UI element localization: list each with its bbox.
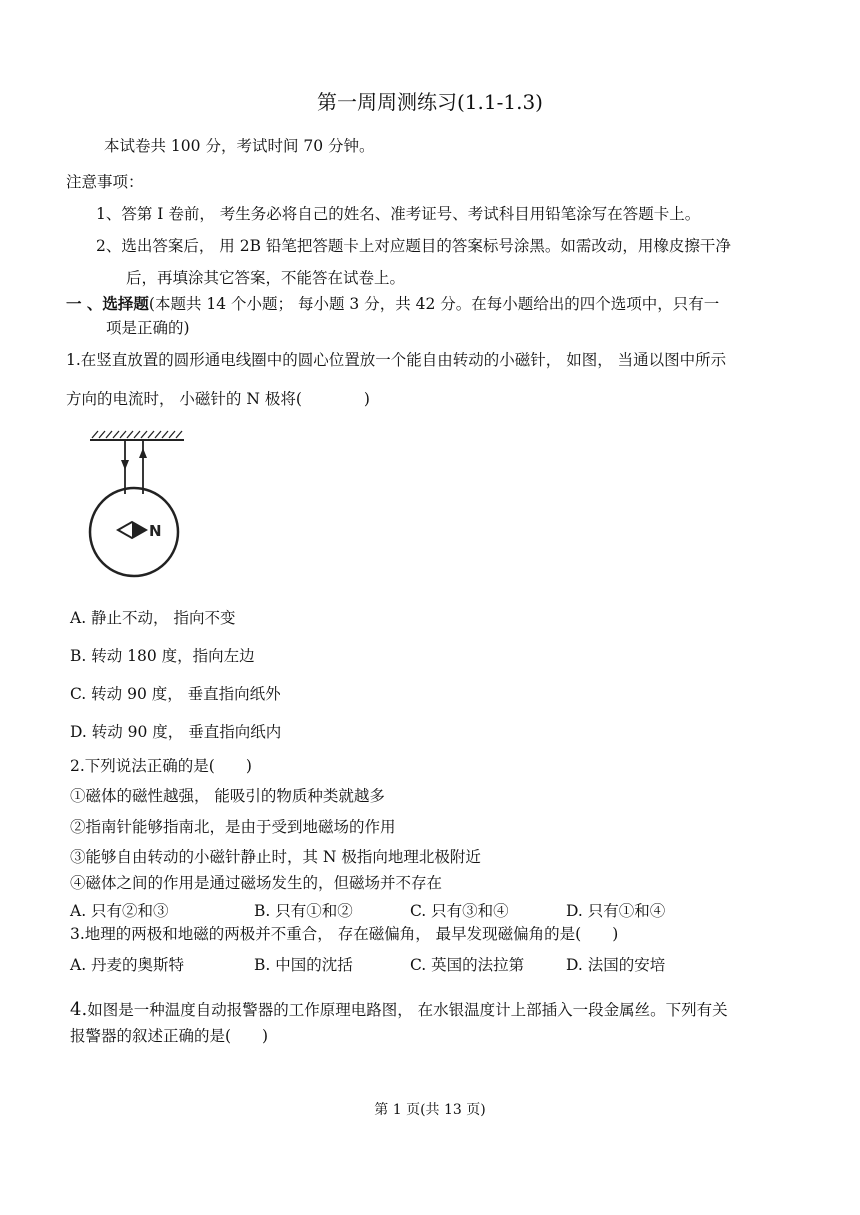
question-1-stem: 1.在竖直放置的圆形通电线圈中的圆心位置放一个能自由转动的小磁针， 如图， 当通以图中所示 [66,351,727,369]
question-3-stem: 3.地理的两极和地磁的两极并不重合， 存在磁偏角， 最早发现磁偏角的是( ) [70,925,619,943]
question-2-option-c: C. 只有③和④ [410,902,509,920]
page-title: 第一周周测练习(1.1-1.3) [317,90,543,114]
section-title: 选择题 [102,294,149,313]
current-down-arrow-icon [121,460,129,470]
question-3-option-c: C. 英国的法拉第 [410,956,525,974]
question-3-option-d: D. 法国的安培 [566,956,666,974]
question-2-statement-2: ②指南针能够指南北，是由于受到地磁场的作用 [70,818,396,836]
question-2-stem: 2.下列说法正确的是( ) [70,757,252,775]
question-1-option-b: B. 转动 180 度，指向左边 [70,647,255,665]
question-4-text: 如图是一种温度自动报警器的工作原理电路图， 在水银温度计上部插入一段金属丝。下列有关 [87,1001,728,1019]
lead-wires [125,440,143,494]
question-2-options [70,899,665,921]
question-4-stem [70,998,728,1020]
notice-item-1: 1、答第 I 卷前， 考生务必将自己的姓名、准考证号、考试科目用铅笔涂写在答题卡上。 [96,205,701,223]
page-footer: 第 1 页(共 13 页) [374,1102,486,1118]
section-number: 一 、 [66,294,103,313]
question-2-statement-3: ③能够自由转动的小磁针静止时，其 N 极指向地理北极附近 [70,848,481,866]
question-2-option-d: D. 只有①和④ [566,902,666,920]
question-4-number: 4. [70,999,88,1020]
question-2-statement-1: ①磁体的磁性越强， 能吸引的物质种类就越多 [70,787,385,805]
question-3-options [70,953,665,975]
notice-item-2: 2、选出答案后， 用 2B 铅笔把答题卡上对应题目的答案标号涂黑。如需改动，用橡皮擦干净 [96,237,731,255]
question-1-option-d: D. 转动 90 度， 垂直指向纸内 [70,723,282,741]
question-1-option-a: A. 静止不动， 指向不变 [70,609,236,627]
section-description: (本题共 14 个小题； 每小题 3 分，共 42 分。在每小题给出的四个选项中，只有一 [148,295,720,313]
notice-item-2-continued: 后，再填涂其它答案，不能答在试卷上。 [126,269,406,287]
question-2-statement-4: ④磁体之间的作用是通过磁场发生的，但磁场并不存在 [70,874,443,892]
question-3-option-a: A. 丹麦的奥斯特 [70,956,185,974]
question-4-stem-continued: 报警器的叙述正确的是( ) [70,1027,269,1045]
coil-compass-figure [84,424,194,584]
question-2-option-a: A. 只有②和③ [70,902,169,920]
question-2-option-b: B. 只有①和② [254,902,353,920]
current-up-arrow-icon [139,448,147,458]
section-description-continued: 项是正确的) [106,319,190,337]
question-1-option-c: C. 转动 90 度， 垂直指向纸外 [70,685,281,703]
question-3-option-b: B. 中国的沈括 [254,956,353,974]
section-heading [66,292,719,314]
exam-intro: 本试卷共 100 分，考试时间 70 分钟。 [104,137,375,155]
question-1-stem-continued: 方向的电流时， 小磁针的 N 极将( ) [66,390,370,408]
notice-heading: 注意事项： [66,173,144,191]
ceiling-hatch [90,431,184,440]
north-pole-label: N [149,522,162,540]
